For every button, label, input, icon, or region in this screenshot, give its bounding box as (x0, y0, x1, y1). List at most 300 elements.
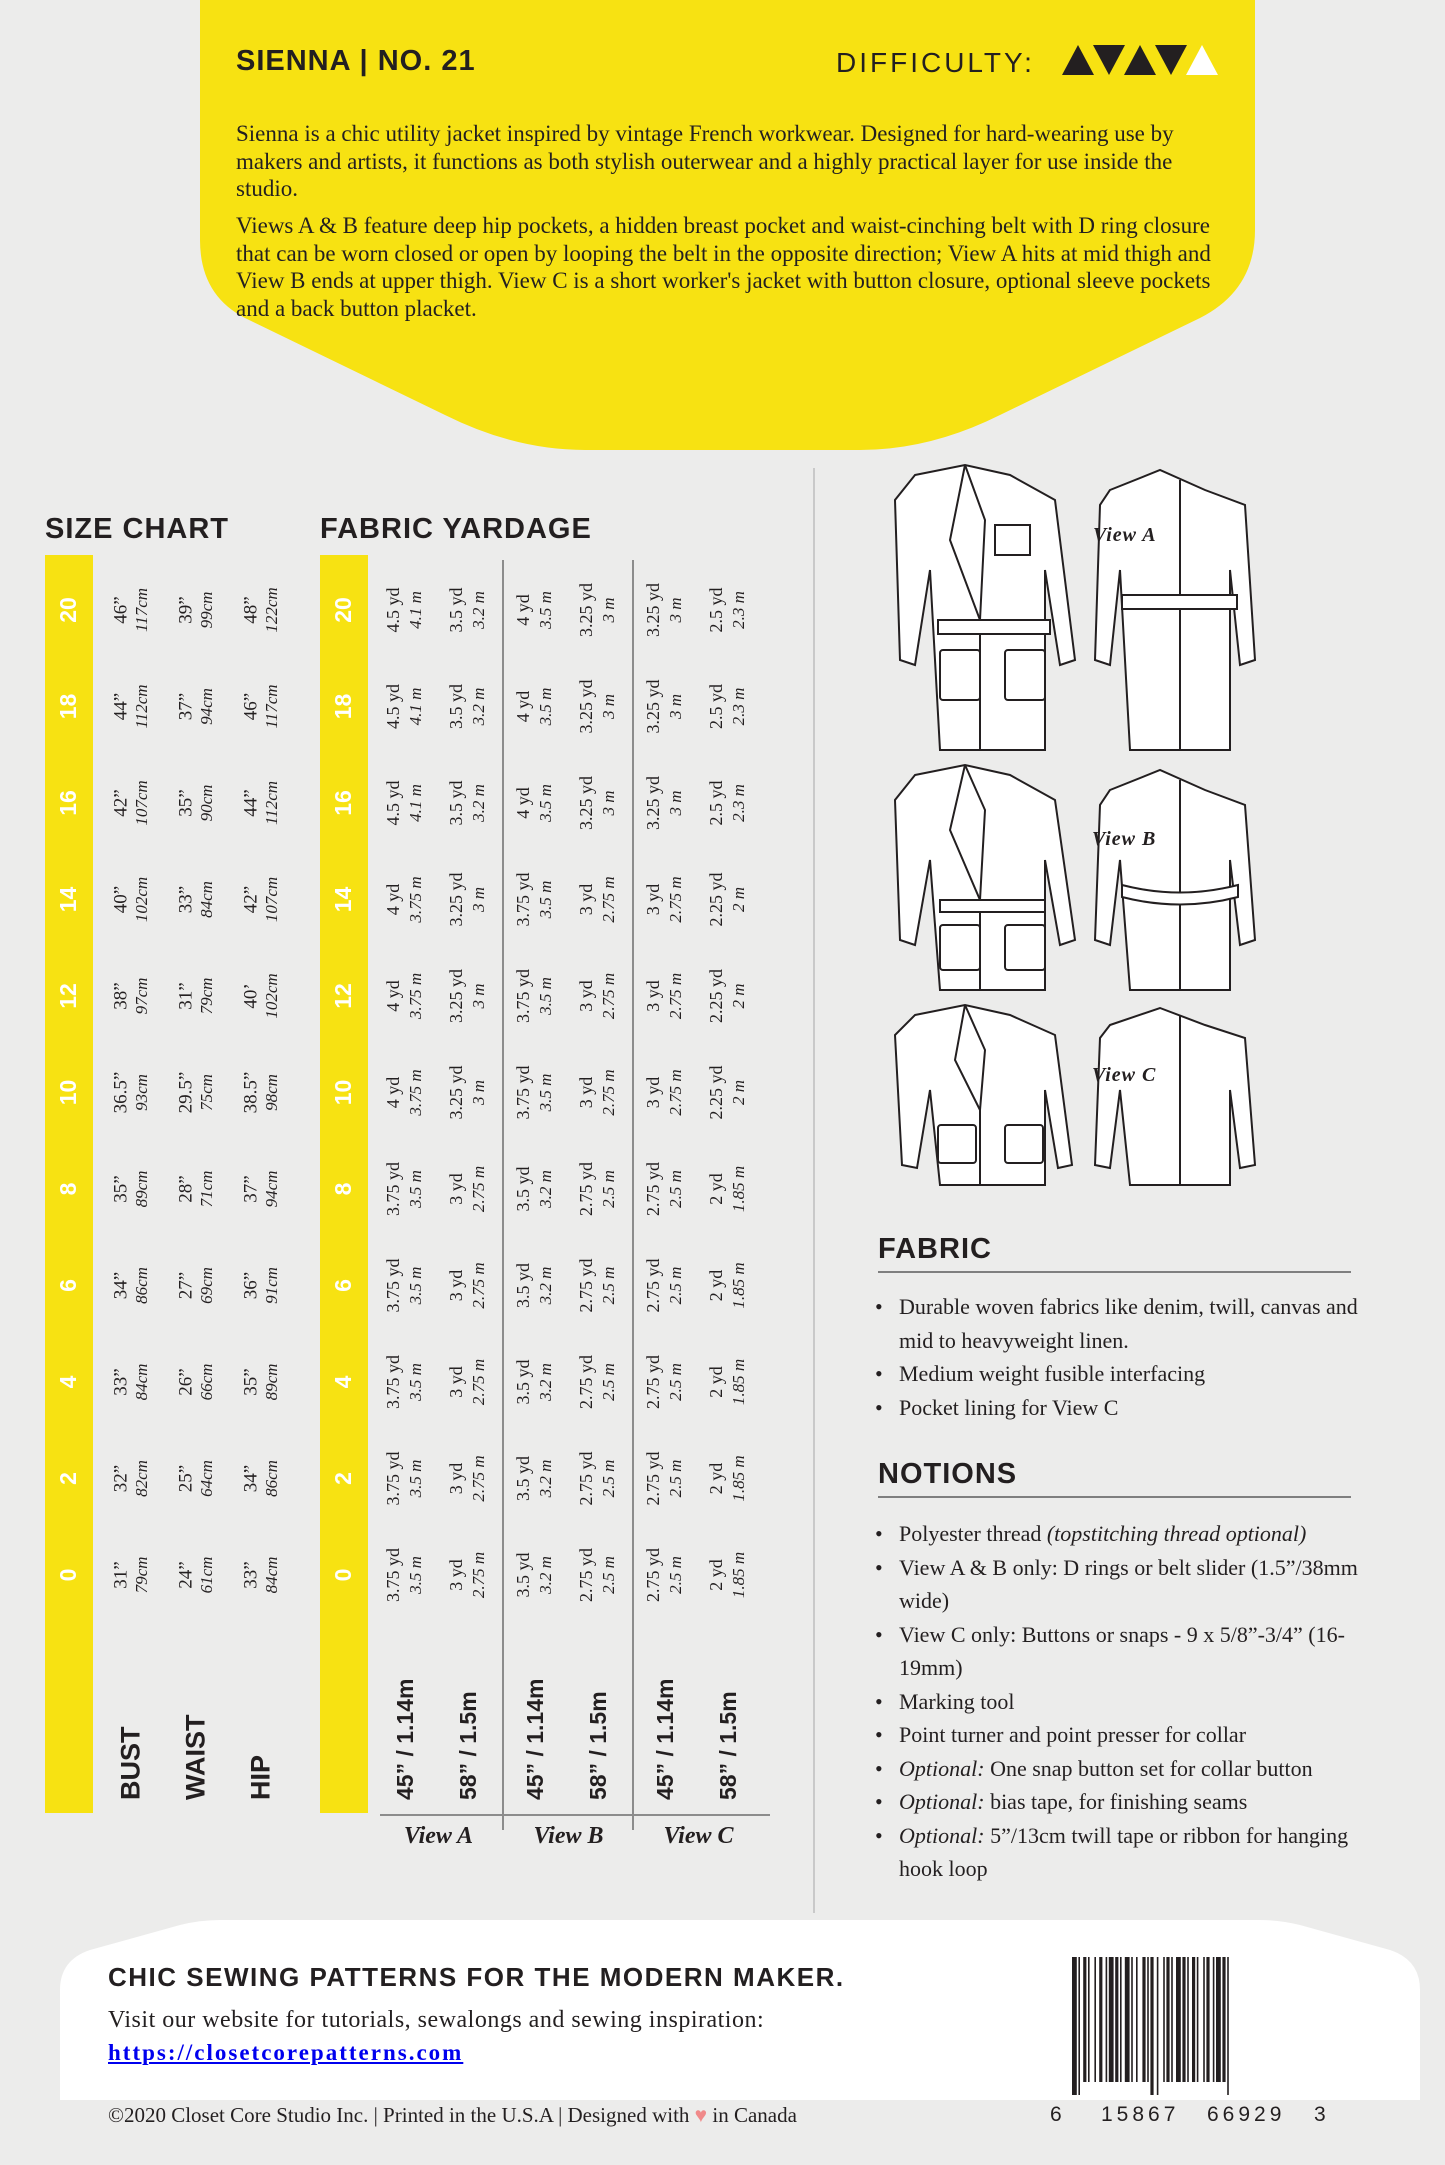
yardage-size-label: 10 (330, 1079, 357, 1106)
yardage-yd-value: 3 yd (576, 980, 597, 1012)
yardage-yd-value: 4 yd (383, 980, 404, 1012)
barcode-bar (1125, 1957, 1130, 2082)
size-chart-row-label: BUST (115, 1726, 146, 1800)
size-chart-inch-value: 35” (175, 789, 197, 817)
yardage-m-value: 3.75 m (405, 876, 425, 923)
size-chart-inch-value: 38.5” (240, 1071, 262, 1114)
size-chart-cm-value: 82cm (131, 1460, 151, 1497)
fabric-list (873, 1290, 1393, 1424)
notions-item: • Point turner and point presser for collar (873, 1718, 1393, 1752)
size-chart-cm-value: 91cm (261, 1267, 281, 1304)
yardage-size-label: 20 (330, 597, 357, 623)
yardage-yd-value: 2 yd (706, 1559, 727, 1591)
size-chart-cm-value: 89cm (261, 1363, 281, 1401)
size-chart-inch-value: 44” (110, 692, 132, 721)
yardage-yd-value: 3.5 yd (513, 1263, 534, 1308)
yardage-m-value: 3.5 m (405, 1363, 425, 1401)
notions-item: • Marking tool (873, 1685, 1393, 1719)
size-chart-cm-value: 97cm (131, 977, 151, 1015)
pattern-title: SIENNA | NO. 21 (236, 45, 476, 77)
size-chart-cm-value: 71cm (196, 1170, 216, 1208)
size-chart-inch-value: 44” (240, 789, 262, 817)
size-chart-cm-value: 102cm (261, 973, 281, 1019)
view-a-front-illustration (895, 465, 1075, 750)
view-c-label: View C (1092, 1064, 1157, 1086)
yardage-yd-value: 2.75 yd (576, 1258, 597, 1313)
yardage-m-value: 3.2 m (535, 1459, 555, 1498)
yardage-yd-value: 3 yd (446, 1462, 467, 1495)
yardage-yd-value: 3.75 yd (383, 1258, 404, 1313)
size-chart-inch-value: 29.5” (175, 1071, 197, 1114)
yardage-yd-value: 2.5 yd (706, 587, 727, 633)
size-chart-inch-value: 35” (240, 1368, 262, 1396)
yardage-yd-value: 3 yd (446, 1559, 467, 1591)
yardage-m-value: 3.2 m (535, 1266, 555, 1305)
yardage-yd-value: 2.75 yd (576, 1548, 597, 1602)
footer-tagline: CHIC SEWING PATTERNS FOR THE MODERN MAKER. (108, 1962, 845, 1992)
yardage-m-value: 2.3 m (728, 591, 748, 629)
yardage-yd-value: 2 yd (706, 1366, 727, 1398)
size-chart-inch-value: 39” (175, 596, 197, 624)
yardage-m-value: 3.2 m (535, 1363, 555, 1401)
size-chart-cm-value: 93cm (131, 1074, 151, 1111)
size-chart-size-label: 6 (55, 1279, 82, 1292)
yardage-m-value: 3.5 m (405, 1459, 425, 1498)
yardage-m-value: 2.75 m (665, 972, 685, 1020)
size-chart-cm-value: 84cm (261, 1556, 281, 1594)
yardage-yd-value: 3.25 yd (576, 776, 597, 830)
yardage-m-value: 1.85 m (728, 1455, 748, 1502)
yardage-yd-value: 3 yd (446, 1269, 467, 1302)
yardage-yd-value: 3.5 yd (513, 1552, 534, 1598)
barcode-bar (1142, 1957, 1145, 2082)
intro-paragraph-1: Sienna is a chic utility jacket inspired by vintage French workwear. Designed for hard-wearing use by makers and artists, it functions as both stylish outerwear and a highly practical layer for use inside the studio. (236, 121, 1174, 201)
yardage-m-value: 2 m (728, 1079, 748, 1106)
size-chart-inch-value: 36” (240, 1271, 262, 1300)
yardage-size-label: 8 (330, 1182, 357, 1196)
size-chart-size-label: 12 (55, 983, 82, 1009)
size-chart-inch-value: 33” (175, 885, 197, 914)
size-chart-inch-value: 40’ (240, 983, 262, 1009)
yardage-yd-value: 2.75 yd (643, 1162, 664, 1216)
fabric-yardage-heading: FABRIC YARDAGE (320, 513, 592, 545)
view-a-back-illustration (1095, 470, 1255, 750)
yardage-yd-value: 3 yd (576, 883, 597, 916)
notions-heading: NOTIONS (878, 1458, 1018, 1490)
yardage-m-value: 2 m (728, 886, 748, 913)
size-chart-inch-value: 36.5” (110, 1071, 132, 1114)
yardage-m-value: 2.5 m (665, 1170, 685, 1208)
yardage-yd-value: 3 yd (643, 883, 664, 916)
barcode-bar (1094, 1957, 1096, 2082)
size-chart-inch-value: 42” (110, 789, 132, 817)
size-chart-inch-value: 25” (175, 1464, 197, 1493)
yardage-yd-value: 3.5 yd (446, 684, 467, 729)
yardage-m-value: 3.2 m (468, 591, 488, 629)
yardage-m-value: 2.75 m (468, 1262, 488, 1309)
yardage-size-label: 6 (330, 1279, 357, 1292)
yardage-m-value: 3 m (665, 597, 685, 623)
yardage-yd-value: 3 yd (446, 1366, 467, 1398)
yardage-width-label: 58” / 1.5m (455, 1691, 482, 1800)
copyright-line: ©2020 Closet Core Studio Inc. | Printed in the U.S.A | Designed with ♥ in Canada (108, 2103, 797, 2127)
yardage-yd-value: 2.75 yd (576, 1451, 597, 1506)
size-chart-size-label: 4 (55, 1375, 82, 1389)
yardage-yd-value: 3.5 yd (446, 587, 467, 633)
barcode-digit: 3 (1314, 2103, 1326, 2126)
fabric-item: • Durable woven fabrics like denim, twill, canvas and mid to heavyweight linen. (873, 1290, 1393, 1357)
barcode-bar (1131, 1957, 1133, 2082)
barcode-bar (1115, 1957, 1118, 2082)
size-chart-inch-value: 24” (175, 1561, 197, 1589)
barcode-digit: 66929 (1207, 2103, 1286, 2126)
notions-item: • View C only: Buttons or snaps - 9 x 5/8”-3/4” (16-19mm) (873, 1618, 1393, 1685)
difficulty-triangle (1093, 45, 1125, 75)
yardage-yd-value: 3.5 yd (513, 1456, 534, 1501)
yardage-m-value: 2.5 m (665, 1266, 685, 1305)
yardage-size-label: 4 (330, 1375, 357, 1389)
size-chart-heading: SIZE CHART (45, 513, 229, 545)
size-chart-size-label: 16 (55, 790, 82, 816)
size-chart-inch-value: 26” (175, 1368, 197, 1396)
notions-item: • Optional: 5”/13cm twill tape or ribbon for hanging hook loop (873, 1819, 1393, 1886)
yardage-m-value: 2.5 m (665, 1459, 685, 1498)
size-chart-size-label: 20 (55, 597, 82, 623)
size-chart-cm-value: 112cm (131, 684, 151, 729)
size-chart-inch-value: 27” (175, 1271, 197, 1300)
barcode-bar (1147, 1957, 1149, 2082)
yardage-yd-value: 3.75 yd (513, 872, 534, 927)
yardage-m-value: 2.3 m (728, 687, 748, 726)
size-chart-inch-value: 40” (110, 885, 132, 914)
heart-icon: ♥ (694, 2103, 708, 2127)
barcode-bar (1203, 1957, 1205, 2082)
difficulty-label: DIFFICULTY: (836, 47, 1035, 78)
yardage-yd-value: 3.75 yd (383, 1355, 404, 1409)
size-chart-cm-value: 64cm (196, 1460, 216, 1497)
size-chart-size-label: 8 (55, 1182, 82, 1196)
size-chart-inch-value: 48” (240, 596, 262, 624)
size-chart-inch-value: 33” (110, 1368, 132, 1396)
yardage-yd-value: 2.25 yd (706, 1065, 727, 1120)
size-chart-cm-value: 90cm (196, 784, 216, 822)
size-chart-inch-value: 34” (240, 1464, 262, 1493)
yardage-yd-value: 4.5 yd (383, 587, 404, 633)
size-chart-inch-value: 37” (175, 692, 197, 721)
barcode-bar (1182, 1957, 1185, 2082)
yardage-m-value: 3.5 m (535, 1073, 555, 1112)
notions-item: • Optional: One snap button set for collar button (873, 1752, 1393, 1786)
size-chart-cm-value: 102cm (131, 876, 151, 923)
yardage-yd-value: 2.75 yd (576, 1162, 597, 1216)
yardage-yd-value: 3.75 yd (513, 969, 534, 1023)
yardage-m-value: 2 m (728, 983, 748, 1009)
size-chart-inch-value: 37” (240, 1175, 262, 1203)
yardage-width-label: 58” / 1.5m (715, 1691, 742, 1800)
yardage-m-value: 3.5 m (535, 784, 555, 822)
barcode-bar (1106, 1957, 1108, 2082)
size-chart-cm-value: 66cm (196, 1363, 216, 1401)
yardage-yd-value: 2.5 yd (706, 684, 727, 729)
yardage-yd-value: 3.25 yd (446, 969, 467, 1023)
yardage-yd-value: 3.25 yd (446, 872, 467, 927)
difficulty-triangle (1186, 45, 1218, 75)
yardage-m-value: 2.5 m (598, 1266, 618, 1305)
yardage-m-value: 2.75 m (598, 876, 618, 923)
yardage-m-value: 3.5 m (405, 1266, 425, 1305)
fabric-item: • Medium weight fusible interfacing (873, 1357, 1393, 1391)
size-chart-inch-value: 35” (110, 1175, 132, 1203)
yardage-m-value: 3 m (468, 983, 488, 1009)
barcode-bar (1078, 1957, 1080, 2095)
yardage-size-label: 16 (330, 790, 357, 816)
yardage-m-value: 3.2 m (535, 1556, 555, 1594)
difficulty-triangle (1124, 45, 1156, 75)
yardage-m-value: 4.1 m (405, 784, 425, 822)
yardage-yd-value: 3 yd (446, 1173, 467, 1205)
size-chart-cm-value: 61cm (196, 1556, 216, 1594)
notions-item: • Polyester thread (topstitching thread optional) (873, 1517, 1393, 1551)
yardage-view-label: View B (533, 1823, 604, 1849)
yardage-m-value: 1.85 m (728, 1358, 748, 1406)
size-chart-size-label: 18 (55, 693, 82, 720)
size-chart-inch-value: 31” (175, 982, 197, 1010)
yardage-m-value: 3.5 m (535, 591, 555, 629)
size-chart-cm-value: 89cm (131, 1170, 151, 1208)
barcode-bar (1197, 1957, 1199, 2082)
size-chart-inch-value: 46” (110, 596, 132, 624)
size-chart-cm-value: 99cm (196, 591, 216, 629)
yardage-m-value: 2.75 m (468, 1165, 488, 1213)
size-chart-inch-value: 32” (110, 1464, 132, 1493)
size-and-yardage-tables (0, 540, 800, 1900)
barcode-bar (1109, 1957, 1114, 2082)
size-chart-size-label: 10 (55, 1079, 82, 1106)
size-chart-inch-value: 31” (110, 1561, 132, 1589)
barcode-bar (1227, 1957, 1229, 2095)
yardage-yd-value: 3.5 yd (513, 1166, 534, 1212)
yardage-m-value: 2.5 m (598, 1363, 618, 1401)
yardage-yd-value: 2.25 yd (706, 969, 727, 1023)
yardage-size-label: 12 (330, 983, 357, 1009)
barcode-bar (1136, 1957, 1138, 2082)
yardage-m-value: 3.2 m (468, 784, 488, 822)
yardage-yd-value: 2 yd (706, 1269, 727, 1302)
size-chart-inch-value: 38” (110, 982, 132, 1010)
size-chart-row-label: WAIST (180, 1714, 211, 1800)
size-chart-inch-value: 34” (110, 1271, 132, 1300)
yardage-size-label: 14 (330, 886, 357, 913)
size-chart-size-label: 14 (55, 886, 82, 913)
size-chart-cm-value: 117cm (131, 587, 151, 633)
notions-rule (878, 1496, 1351, 1498)
size-chart-size-label: 0 (55, 1568, 82, 1582)
notions-item: • Optional: bias tape, for finishing seams (873, 1785, 1393, 1819)
size-chart-cm-value: 79cm (196, 977, 216, 1015)
yardage-width-label: 45” / 1.14m (522, 1678, 549, 1800)
yardage-yd-value: 3.25 yd (576, 679, 597, 734)
yardage-width-label: 45” / 1.14m (392, 1678, 419, 1800)
yardage-m-value: 1.85 m (728, 1262, 748, 1309)
size-chart-cm-value: 107cm (131, 780, 151, 826)
size-chart-inch-value: 42” (240, 885, 262, 914)
size-chart-cm-value: 112cm (261, 780, 281, 826)
barcode-digit: 6 (1050, 2103, 1062, 2126)
size-chart-cm-value: 84cm (131, 1363, 151, 1401)
size-chart-cm-value: 84cm (196, 881, 216, 918)
size-chart-row-label: HIP (245, 1754, 276, 1800)
yardage-yd-value: 2.75 yd (576, 1355, 597, 1409)
yardage-yd-value: 3.25 yd (576, 583, 597, 637)
fabric-heading: FABRIC (878, 1233, 992, 1265)
yardage-size-label: 18 (330, 693, 357, 720)
yardage-size-label: 2 (330, 1472, 357, 1485)
website-link[interactable]: https://closetcorepatterns.com (108, 2040, 464, 2065)
difficulty-triangle (1155, 45, 1187, 75)
yardage-yd-value: 4 yd (383, 883, 404, 916)
barcode-bar (1213, 1957, 1215, 2082)
size-chart-cm-value: 75cm (196, 1074, 216, 1111)
yardage-yd-value: 3.25 yd (643, 776, 664, 830)
barcode-bar (1176, 1957, 1181, 2082)
difficulty-triangle (1062, 45, 1094, 75)
barcode-bar (1088, 1957, 1090, 2082)
yardage-yd-value: 3.75 yd (513, 1065, 534, 1120)
yardage-view-label: View C (663, 1823, 734, 1849)
yardage-yd-value: 3.25 yd (446, 1065, 467, 1120)
size-chart-cm-value: 69cm (196, 1267, 216, 1304)
view-c-front-illustration (895, 1005, 1072, 1185)
yardage-yd-value: 3.75 yd (383, 1548, 404, 1602)
barcode-bar (1157, 1957, 1159, 2095)
yardage-m-value: 3 m (468, 1079, 488, 1106)
yardage-m-value: 3 m (665, 790, 685, 816)
size-chart-cm-value: 86cm (131, 1267, 151, 1304)
yardage-yd-value: 3.75 yd (383, 1162, 404, 1216)
yardage-yd-value: 2.75 yd (643, 1355, 664, 1409)
notions-item: • View A & B only: D rings or belt slider (1.5”/38mm wide) (873, 1551, 1393, 1618)
view-b-label: View B (1092, 828, 1157, 850)
yardage-yd-value: 2.5 yd (706, 780, 727, 826)
yardage-yd-value: 3.5 yd (513, 1359, 534, 1405)
view-a-label: View A (1093, 524, 1157, 546)
yardage-m-value: 2.75 m (468, 1358, 488, 1406)
notions-list (873, 1517, 1393, 1886)
yardage-yd-value: 3 yd (643, 1076, 664, 1109)
size-chart-cm-value: 107cm (261, 876, 281, 923)
intro-paragraph-2: Views A & B feature deep hip pockets, a hidden breast pocket and waist-cinching belt with D ring closure that can be worn closed or open by looping the belt in the opposite direction; View A hits at mid thigh and View B ends at upper thigh. View C is a short worker's jacket with button closure, optional sleeve pockets and a back button placket. (236, 213, 1211, 321)
yardage-m-value: 2.75 m (598, 1069, 618, 1116)
yardage-yd-value: 2 yd (706, 1173, 727, 1205)
yardage-yd-value: 3.75 yd (383, 1451, 404, 1506)
barcode-bar (1072, 1957, 1077, 2095)
yardage-m-value: 2.5 m (665, 1363, 685, 1401)
barcode-bar (1150, 1957, 1153, 2095)
yardage-m-value: 1.85 m (728, 1551, 748, 1599)
yardage-size-label: 0 (330, 1568, 357, 1582)
yardage-m-value: 3.5 m (535, 977, 555, 1015)
barcode-bar (1222, 1957, 1225, 2082)
yardage-yd-value: 4.5 yd (383, 684, 404, 729)
fabric-item: • Pocket lining for View C (873, 1391, 1393, 1425)
yardage-m-value: 2.5 m (598, 1556, 618, 1594)
yardage-yd-value: 3 yd (576, 1076, 597, 1109)
size-chart-cm-value: 86cm (261, 1460, 281, 1497)
yardage-m-value: 2.75 m (468, 1455, 488, 1502)
yardage-yd-value: 4 yd (513, 690, 534, 723)
size-chart-cm-value: 122cm (261, 587, 281, 633)
yardage-m-value: 2.75 m (665, 876, 685, 923)
size-chart-cm-value: 98cm (261, 1074, 281, 1111)
yardage-m-value: 2.75 m (598, 972, 618, 1020)
barcode-bar (1216, 1957, 1221, 2082)
yardage-yd-value: 4 yd (383, 1076, 404, 1109)
yardage-width-label: 45” / 1.14m (652, 1678, 679, 1800)
yardage-m-value: 4.1 m (405, 687, 425, 726)
yardage-yd-value: 3.25 yd (643, 679, 664, 734)
size-chart-size-label: 2 (55, 1472, 82, 1485)
yardage-m-value: 3.5 m (535, 687, 555, 726)
barcode-bar (1192, 1957, 1195, 2082)
yardage-yd-value: 3 yd (643, 980, 664, 1012)
barcode-bar (1171, 1957, 1173, 2082)
yardage-m-value: 2.5 m (665, 1556, 685, 1594)
yardage-m-value: 3.2 m (468, 687, 488, 726)
barcode-bar (1120, 1957, 1122, 2082)
yardage-yd-value: 4.5 yd (383, 780, 404, 826)
yardage-m-value: 2.75 m (468, 1551, 488, 1599)
view-b-front-illustration (895, 765, 1075, 990)
size-chart-cm-value: 79cm (131, 1556, 151, 1594)
column-divider (813, 468, 815, 1913)
yardage-m-value: 3.2 m (535, 1170, 555, 1208)
barcode-bar (1166, 1957, 1169, 2082)
yardage-yd-value: 4 yd (513, 787, 534, 819)
yardage-m-value: 3.5 m (405, 1170, 425, 1208)
yardage-view-label: View A (403, 1823, 474, 1849)
size-chart-cm-value: 94cm (261, 1170, 281, 1208)
yardage-m-value: 3 m (598, 693, 618, 720)
barcode-bar (1187, 1957, 1189, 2082)
yardage-m-value: 2.3 m (728, 784, 748, 822)
yardage-yd-value: 2.25 yd (706, 872, 727, 927)
yardage-m-value: 1.85 m (728, 1165, 748, 1213)
yardage-m-value: 4.1 m (405, 591, 425, 629)
yardage-yd-value: 2 yd (706, 1462, 727, 1495)
yardage-m-value: 2.5 m (598, 1459, 618, 1498)
size-chart-cm-value: 94cm (196, 688, 216, 725)
difficulty-meter (1062, 42, 1232, 82)
yardage-yd-value: 2.75 yd (643, 1451, 664, 1506)
size-chart-inch-value: 46” (240, 692, 262, 721)
yardage-m-value: 3.75 m (405, 1069, 425, 1116)
view-c-back-illustration (1095, 1008, 1255, 1185)
yardage-yd-value: 3.25 yd (643, 583, 664, 637)
yardage-yd-value: 2.75 yd (643, 1258, 664, 1313)
barcode-bar (1099, 1957, 1102, 2082)
yardage-m-value: 2.75 m (665, 1069, 685, 1116)
yardage-m-value: 3.5 m (405, 1556, 425, 1594)
fabric-rule (878, 1271, 1351, 1273)
size-chart-inch-value: 28” (175, 1175, 197, 1203)
yardage-m-value: 3 m (598, 790, 618, 816)
yardage-m-value: 3 m (468, 886, 488, 913)
barcode-bar (1083, 1957, 1086, 2082)
yardage-m-value: 3.5 m (535, 880, 555, 919)
barcode-bar (1206, 1957, 1209, 2082)
yardage-m-value: 3 m (598, 597, 618, 623)
view-b-back-illustration (1095, 770, 1255, 990)
